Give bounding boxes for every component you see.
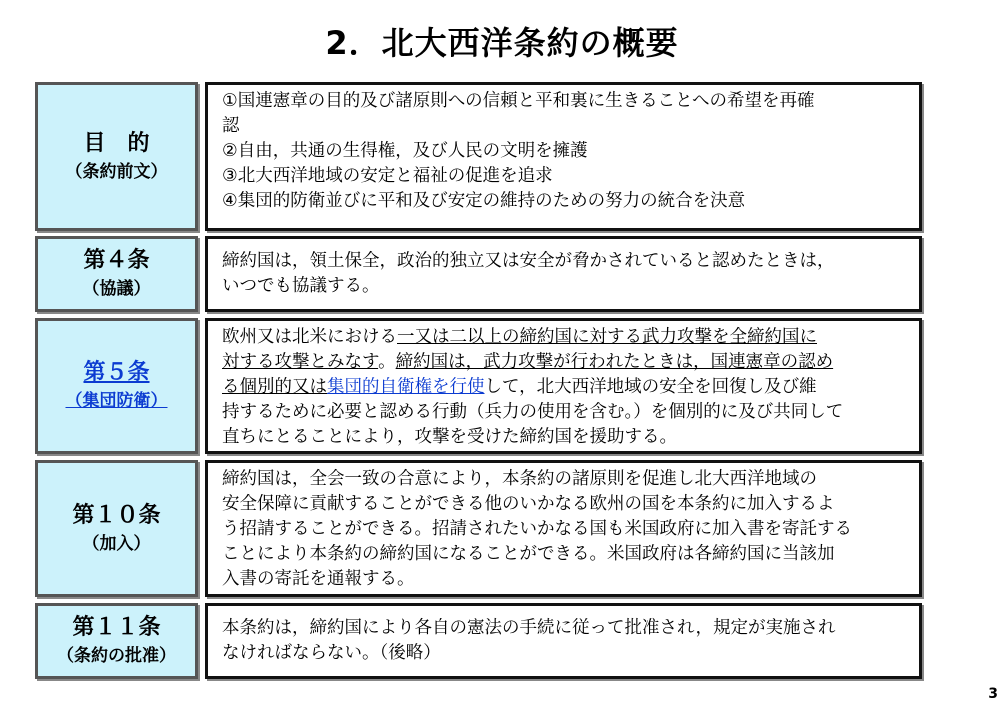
text-line: 入書の寄託を通報する。 [222, 569, 415, 589]
text-line [222, 375, 909, 400]
underlined-text: る個別的又は [222, 377, 327, 397]
text-line: ことにより本条約の締約国になることができる。米国政府は各締約国に当該加 [222, 544, 835, 564]
content-article-10 [205, 460, 922, 597]
text-line: 安全保障に貢献することができる他のいかなる欧州の国を本条約に加入するよ [222, 494, 835, 514]
underlined-text: 締約国は，武力攻撃が行われたときは，国連憲章の認め [395, 352, 834, 372]
text-line: う招請することができる。招請されたいかなる国も米国政府に加入書を寄託する [222, 519, 852, 539]
text-line: 本条約は，締約国により各自の憲法の手続に従って批准され，規定が実施され [222, 618, 836, 638]
content-article-11 [205, 603, 922, 679]
row-purpose [35, 82, 922, 231]
label-article-5-link[interactable] [35, 318, 198, 454]
text-line: 認 [222, 116, 240, 136]
text-line: 直ちにとることにより，攻撃を受けた締約国を援助する。 [222, 427, 677, 447]
row-article-10 [35, 460, 922, 597]
label-main: 第１１条 [72, 615, 161, 640]
label-main: 目 的 [83, 130, 150, 156]
content-article-5 [205, 318, 922, 454]
text-line: 締約国は，領土保全，政治的独立又は安全が脅かされていると認めたときは， [222, 251, 835, 271]
content-article-4 [205, 236, 922, 312]
page-title: 2．北大西洋条約の概要 [325, 24, 679, 62]
text-line: なければならない。（後略） [222, 643, 441, 663]
label-article-4 [35, 236, 198, 312]
label-main: 第１０条 [72, 502, 161, 528]
text-line: 締約国は，全会一致の合意により，本条約の諸原則を促進し北大西洋地域の [222, 469, 817, 489]
page-number: 3 [988, 686, 998, 702]
label-sub[interactable]: （集団防衛） [65, 391, 168, 411]
content-purpose [205, 82, 922, 231]
label-sub: （条約前文） [65, 161, 168, 182]
label-sub: （協議） [82, 279, 151, 299]
text-line: 持するために必要と認める行動（兵力の使用を含む。）を個別的に及び共同して [222, 402, 844, 422]
label-purpose [35, 82, 198, 231]
text-line [222, 325, 909, 350]
underlined-text: 対する攻撃とみなす [222, 352, 379, 372]
text-line: ①国連憲章の目的及び諸原則への信頼と平和裏に生きることへの希望を再確 [222, 91, 815, 111]
text-line: ②自由，共通の生得権，及び人民の文明を擁護 [222, 141, 588, 161]
collective-self-defense-link[interactable]: 集団的自衛権を行使 [327, 377, 485, 397]
text-line: ④集団的防衛並びに平和及び安定の維持のための努力の統合を決意 [222, 191, 746, 211]
row-article-11 [35, 603, 922, 679]
label-sub: （加入） [82, 533, 151, 554]
row-article-5 [35, 318, 922, 454]
text-line: いつでも協議する。 [222, 276, 380, 296]
label-main: 第４条 [83, 248, 150, 273]
text-line: ③北大西洋地域の安定と福祉の促進を追求 [222, 166, 553, 186]
row-article-4 [35, 236, 922, 312]
text-segment: 。 [378, 352, 396, 372]
label-article-11 [35, 603, 198, 679]
label-article-10 [35, 460, 198, 597]
text-segment: して，北大西洋地域の安全を回復し及び維 [484, 377, 817, 397]
label-main[interactable]: 第５条 [83, 360, 150, 385]
underlined-text: 一又は二以上の締約国に対する武力攻撃を全締約国に [397, 327, 817, 347]
text-segment: 欧州又は北米における [222, 327, 397, 347]
label-sub: （条約の批准） [57, 646, 176, 666]
text-line [222, 350, 909, 375]
